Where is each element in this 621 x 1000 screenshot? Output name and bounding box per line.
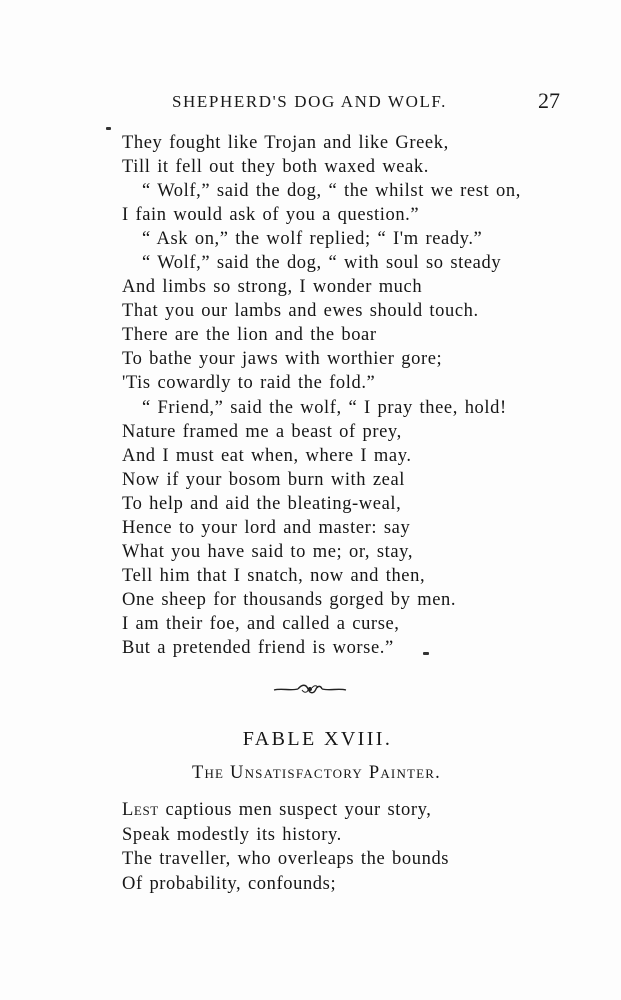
poem-line: I am their foe, and called a curse, <box>122 613 400 634</box>
fable-line: The traveller, who overleaps the bounds <box>122 849 450 869</box>
poem-line: And limbs so strong, I wonder much <box>122 277 423 298</box>
fable-poem <box>122 798 592 896</box>
poem-line: 'Tis cowardly to raid the fold.” <box>122 373 376 394</box>
poem-line: Now if your bosom burn with zeal <box>122 469 406 490</box>
poem-line: What you have said to me; or, stay, <box>122 541 414 562</box>
poem-line: “ Wolf,” said the dog, “ the whilst we rest on, <box>142 181 521 202</box>
fable-number: FABLE XVIII. <box>242 728 393 750</box>
poem-line: “ Wolf,” said the dog, “ with soul so steady <box>142 253 502 274</box>
poem-line: “ Friend,” said the wolf, “ I pray thee, hold! <box>142 397 507 418</box>
page-header <box>0 88 621 114</box>
poem-line: Hence to your lord and master: say <box>122 517 411 538</box>
running-head: SHEPHERD'S DOG AND WOLF. <box>172 92 447 111</box>
poem-line: To help and aid the bleating-weal, <box>122 493 402 514</box>
poem-line: There are the lion and the boar <box>122 325 377 346</box>
first-line-rest: captious men suspect your story, <box>158 800 432 820</box>
fable-line-first <box>122 798 592 823</box>
poem-line: “ Ask on,” the wolf replied; “ I'm ready.” <box>142 229 483 250</box>
poem-line: Till it fell out they both waxed weak. <box>122 157 429 178</box>
poem-line: They fought like Trojan and like Greek, <box>122 133 449 153</box>
poem-line: Tell him that I snatch, now and then, <box>122 565 426 586</box>
poem-line: One sheep for thousands gorged by men. <box>122 589 457 610</box>
poem-continuation <box>122 131 592 660</box>
page-number: 27 <box>538 88 560 113</box>
poem-line: Nature framed me a beast of prey, <box>122 421 402 442</box>
poem-line: That you our lambs and ewes should touch. <box>122 301 479 322</box>
poem-line: I fain would ask of you a question.” <box>122 205 420 226</box>
poem-line: But a pretended friend is worse.” <box>122 637 394 658</box>
section-ornament <box>272 681 348 697</box>
fable-line: Speak modestly its history. <box>122 824 342 845</box>
fable-line: Of probability, confounds; <box>122 873 337 894</box>
initial-word: Lest <box>122 800 159 820</box>
poem-line: To bathe your jaws with worthier gore; <box>122 349 443 370</box>
ink-speck <box>106 127 111 130</box>
poem-line: And I must eat when, where I may. <box>122 445 412 466</box>
fable-title: The Unsatisfactory Painter. <box>191 763 442 783</box>
